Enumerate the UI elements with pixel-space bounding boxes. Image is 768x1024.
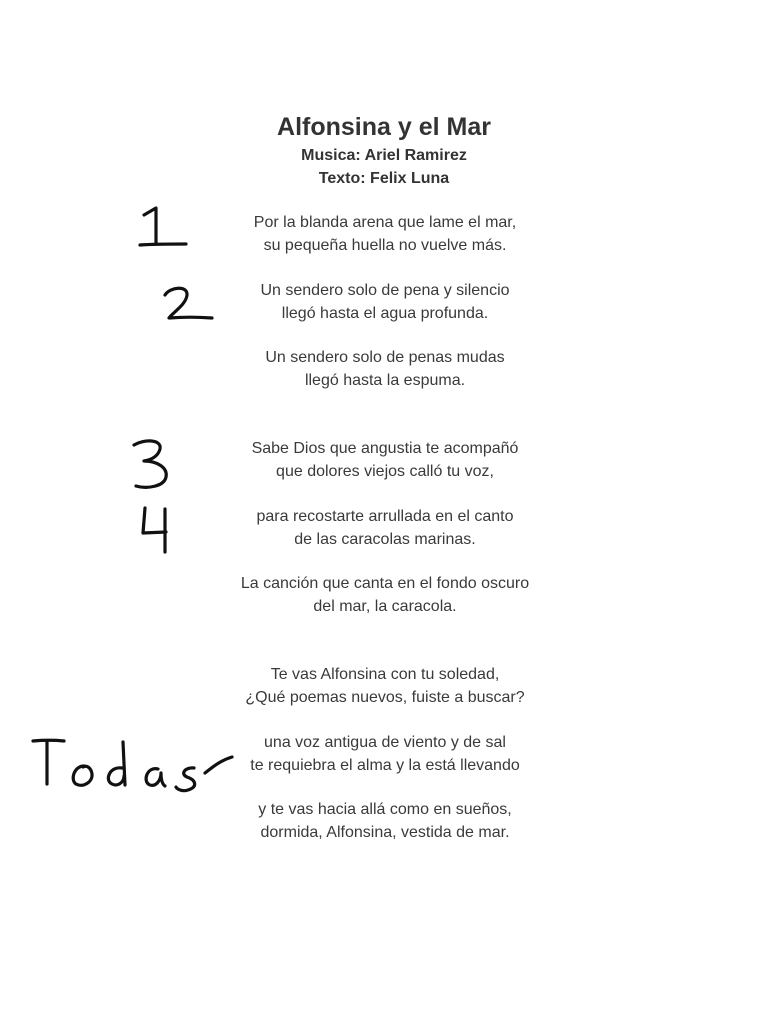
handwritten-mark-3: [128, 437, 174, 492]
stanza-7: [0, 663, 768, 709]
stanza-9: [0, 798, 768, 844]
text-credit: Texto: Felix Luna: [318, 170, 450, 187]
stanza-6: [0, 572, 768, 618]
handwritten-todas: [30, 732, 236, 798]
lyric-line: y te vas hacia allá como en sueños,: [258, 801, 512, 818]
lyric-line: del mar, la caracola.: [313, 598, 457, 615]
lyric-line: llegó hasta el agua profunda.: [281, 305, 489, 322]
lyric-line: Sabe Dios que angustia te acompañó: [251, 440, 519, 457]
lyric-line: su pequeña huella no vuelve más.: [263, 237, 507, 254]
music-credit: Musica: Ariel Ramirez: [301, 147, 467, 164]
lyric-line: te requiebra el alma y la está llevando: [250, 757, 520, 774]
lyric-line: Un sendero solo de penas mudas: [265, 349, 505, 366]
song-title: Alfonsina y el Mar: [277, 113, 491, 141]
lyric-line: para recostarte arrullada en el canto: [256, 508, 514, 525]
stanza-3: [0, 346, 768, 392]
lyric-line: Un sendero solo de pena y silencio: [260, 282, 510, 299]
stanza-1: [0, 211, 768, 257]
stanza-2: [0, 279, 768, 325]
handwritten-mark-2: [160, 285, 220, 325]
handwritten-mark-4: [136, 505, 176, 557]
lyric-line: llegó hasta la espuma.: [304, 372, 466, 389]
stanza-4: [0, 437, 768, 483]
stanza-5: [0, 505, 768, 551]
handwritten-mark-1: [136, 205, 192, 250]
lyric-line: La canción que canta en el fondo oscuro: [240, 575, 530, 592]
lyric-line: una voz antigua de viento y de sal: [264, 734, 506, 751]
lyric-line: Te vas Alfonsina con tu soledad,: [270, 666, 500, 683]
lyric-line: de las caracolas marinas.: [294, 531, 476, 548]
lyric-line: dormida, Alfonsina, vestida de mar.: [260, 824, 510, 841]
lyric-line: Por la blanda arena que lame el mar,: [253, 214, 517, 231]
lyric-line: que dolores viejos calló tu voz,: [276, 463, 494, 480]
lyric-line: ¿Qué poemas nuevos, fuiste a buscar?: [245, 689, 525, 706]
